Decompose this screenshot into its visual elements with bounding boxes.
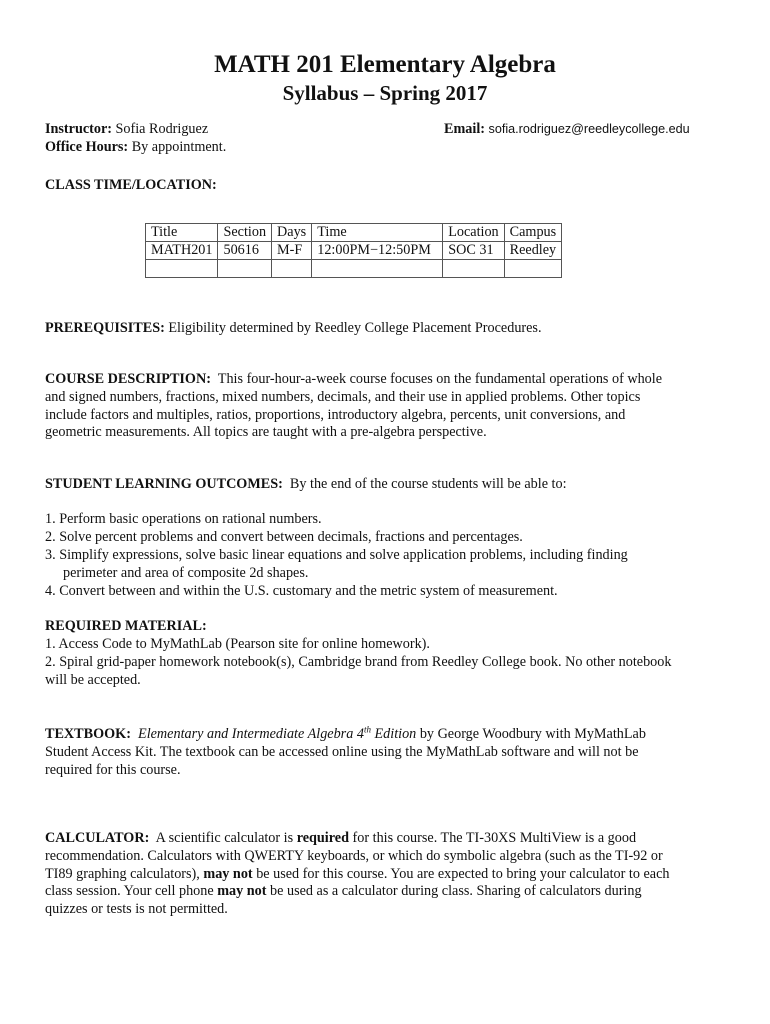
- table-cell: [272, 260, 312, 278]
- table-cell: [443, 260, 504, 278]
- calculator-text: TI89 graphing calculators),: [45, 865, 204, 882]
- required-material-label: REQUIRED MATERIAL:: [45, 618, 207, 634]
- table-cell: [146, 260, 218, 278]
- course-description-line: This four-hour-a-week course focuses on the fundamental operations of whole: [217, 371, 663, 387]
- textbook-title: [138, 726, 416, 742]
- calculator-emphasis: may not: [203, 865, 253, 882]
- calculator-emphasis: may not: [217, 883, 267, 900]
- prerequisites-label: PREREQUISITES:: [45, 320, 165, 336]
- schedule-table: [145, 223, 562, 278]
- email-label: Email:: [444, 121, 485, 137]
- prerequisites-text: Eligibility determined by Reedley College Placement Procedures.: [168, 320, 542, 336]
- email-link[interactable]: sofia.rodriguez@reedleycollege.edu: [488, 122, 690, 136]
- textbook-edition-text: Edition: [370, 726, 417, 742]
- table-cell: MATH201: [146, 242, 218, 260]
- course-description-line: and signed numbers, fractions, mixed numbers, decimals, and their use in applied problems. Other topics: [45, 388, 641, 405]
- table-header-cell: Days: [272, 224, 312, 242]
- calculator-text: class session. Your cell phone: [45, 883, 218, 900]
- table-header-cell: Time: [312, 224, 443, 242]
- calculator-line: recommendation. Calculators with QWERTY keyboards, or which do symbolic algebra (such as the TI-92 or: [45, 847, 663, 864]
- table-cell: 12:00PM−12:50PM: [312, 242, 443, 260]
- textbook-label: TEXTBOOK:: [45, 726, 131, 742]
- required-material-heading: [45, 618, 207, 636]
- material-item: 2. Spiral grid-paper homework notebook(s), Cambridge brand from Reedley College book. No other notebook: [45, 654, 672, 670]
- email-line: [444, 121, 690, 139]
- outcomes-heading: [45, 476, 567, 494]
- textbook-line: Student Access Kit. The textbook can be accessed online using the MyMathLab software and will not be: [45, 743, 639, 760]
- table-cell: 50616: [218, 242, 272, 260]
- outcome-item-continued: perimeter and area of composite 2d shapes.: [63, 565, 309, 581]
- textbook-title-text: Elementary and Intermediate Algebra 4: [138, 726, 364, 742]
- calculator-text: for this course. The TI-30XS MultiView is a good: [348, 830, 637, 846]
- class-time-heading: [45, 177, 217, 195]
- office-hours-value: By appointment.: [131, 139, 227, 155]
- outcome-item: 1. Perform basic operations on rational numbers.: [45, 511, 322, 527]
- outcomes-label: STUDENT LEARNING OUTCOMES:: [45, 476, 283, 492]
- table-cell: SOC 31: [443, 242, 504, 260]
- table-header-cell: Section: [218, 224, 272, 242]
- outcome-item: 2. Solve percent problems and convert between decimals, fractions and percentages.: [45, 529, 523, 545]
- office-hours-line: [45, 139, 226, 157]
- calculator-text: be used for this course. You are expected to bring your calculator to each: [252, 865, 670, 882]
- textbook-edition-sup: th: [363, 724, 371, 735]
- prerequisites-section: [45, 320, 542, 338]
- course-description-line: geometric measurements. All topics are taught with a pre-algebra perspective.: [45, 424, 487, 441]
- table-cell: Reedley: [504, 242, 562, 260]
- outcome-item: 3. Simplify expressions, solve basic linear equations and solve application problems, including finding: [45, 547, 628, 563]
- instructor-label: Instructor:: [45, 121, 112, 137]
- calculator-text: A scientific calculator is: [155, 830, 297, 846]
- page-title: MATH 201 Elementary Algebra: [214, 51, 556, 78]
- calculator-line: quizzes or tests is not permitted.: [45, 901, 228, 918]
- instructor-line: [45, 121, 208, 139]
- table-header-cell: Title: [146, 224, 218, 242]
- calculator-text: be used as a calculator during class. Sharing of calculators during: [266, 883, 642, 900]
- table-cell: M-F: [272, 242, 312, 260]
- table-cell: [218, 260, 272, 278]
- course-description-line: include factors and multiples, ratios, proportions, introductory algebra, percents, unit conversions, and: [45, 406, 626, 423]
- page-subtitle: Syllabus – Spring 2017: [282, 81, 488, 105]
- outcomes-intro: By the end of the course students will be able to:: [289, 476, 567, 492]
- class-time-label: CLASS TIME/LOCATION:: [45, 177, 217, 193]
- calculator-label: CALCULATOR:: [45, 830, 150, 846]
- course-description-section: [45, 371, 725, 442]
- office-hours-label: Office Hours:: [45, 139, 129, 155]
- table-header-row: [146, 224, 562, 242]
- material-item: 1. Access Code to MyMathLab (Pearson site for online homework).: [45, 636, 430, 652]
- table-header-cell: Campus: [504, 224, 562, 242]
- course-description-label: COURSE DESCRIPTION:: [45, 371, 211, 387]
- textbook-line: required for this course.: [45, 761, 181, 778]
- table-cell: [504, 260, 562, 278]
- table-header-cell: Location: [443, 224, 504, 242]
- calculator-emphasis: required: [296, 830, 349, 846]
- outcome-item: 4. Convert between and within the U.S. customary and the metric system of measurement.: [45, 583, 558, 599]
- table-row: [146, 242, 562, 260]
- calculator-section: [45, 830, 725, 919]
- table-cell: [312, 260, 443, 278]
- textbook-section: [45, 726, 725, 779]
- material-item-continued: will be accepted.: [45, 672, 141, 688]
- instructor-name: Sofia Rodriguez: [115, 121, 209, 137]
- table-row: [146, 260, 562, 278]
- textbook-author: by George Woodbury with MyMathLab: [416, 726, 646, 742]
